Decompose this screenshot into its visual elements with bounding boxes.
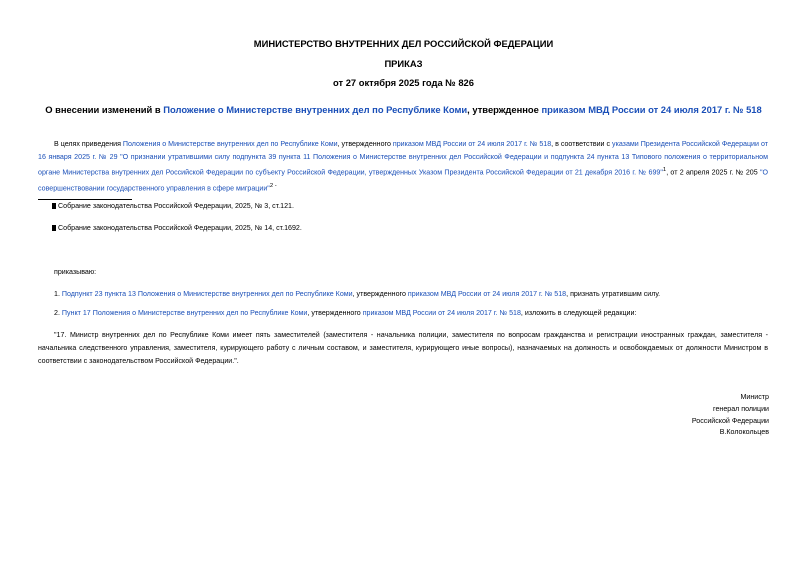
signature-country: Российской Федерации: [691, 416, 769, 425]
item-1-middle: , утвержденного: [352, 290, 408, 298]
order-item-2: [54, 309, 636, 317]
intro-text-5: , от 2 апреля 2025 г. № 205: [666, 168, 758, 177]
footnote-separator: [38, 199, 132, 200]
document-type: ПРИКАЗ: [384, 58, 423, 69]
intro-text-2: , утвержденного: [337, 140, 393, 148]
signature-name: В.Колокольцев: [719, 428, 769, 437]
document-date: от 27 октября 2025 года № 826: [333, 77, 474, 88]
signature-rank: генерал полиции: [713, 404, 769, 413]
footnote-2: [52, 224, 302, 232]
item-2-number: 2.: [54, 309, 62, 317]
footnote-marker-icon: [52, 203, 56, 209]
intro-link-regulation[interactable]: Положения о Министерстве внутренних дел по Республике Коми: [122, 140, 338, 148]
signature-position: Министр: [740, 393, 769, 401]
item-1-link-order[interactable]: приказом МВД России от 24 июля 2017 г. № 518: [407, 290, 567, 298]
intro-text-3: , в соответствии с: [551, 140, 613, 148]
signature-block: [692, 392, 769, 439]
intro-text-1: В целях приведения: [54, 140, 123, 148]
order-item-1: [54, 290, 660, 298]
ordered-line: приказываю:: [54, 268, 97, 276]
intro-link-decrees[interactable]: указами Президента Российской Федерации от 16 января 2025 г. № 29: [38, 140, 768, 162]
intro-paragraph: [38, 138, 768, 196]
subject-middle: , утвержденное: [467, 104, 542, 115]
footnote-1: [52, 202, 294, 210]
intro-link-migration[interactable]: "О совершенствовании государственного управления в сфере миграции": [38, 168, 768, 193]
footnote-1-text: Собрание законодательства Российской Федерации, 2025, № 3, ст.121.: [58, 202, 294, 210]
document-subject: [0, 104, 807, 115]
footnote-2-text: Собрание законодательства Российской Федерации, 2025, № 14, ст.1692.: [58, 224, 302, 232]
item-2-middle: , утвержденного: [307, 309, 363, 317]
footnote-ref-2[interactable]: 2 -: [269, 182, 277, 189]
subject-prefix: О внесении изменений в: [45, 104, 164, 115]
footnote-marker-icon: [52, 225, 56, 231]
subject-link-order[interactable]: приказом МВД России от 24 июля 2017 г. № 518: [541, 104, 762, 115]
item-2-end: , изложить в следующей редакции:: [520, 309, 637, 317]
item-1-end: , признать утратившим силу.: [566, 290, 661, 298]
item-1-link-subpoint[interactable]: Подпункт 23 пункта 13 Положения о Министерстве внутренних дел по Республике Коми: [61, 290, 353, 298]
item-2-link-point[interactable]: Пункт 17 Положения о Министерстве внутренних дел по Республике Коми: [61, 309, 308, 317]
item-2-link-order[interactable]: приказом МВД России от 24 июля 2017 г. № 518: [362, 309, 521, 317]
subject-link-regulation[interactable]: Положение о Министерстве внутренних дел по Республике Коми: [163, 104, 468, 115]
item-1-number: 1.: [54, 290, 62, 298]
intro-link-decree-title[interactable]: "О признании утратившими силу подпункта 39 пункта 11 Положения о Министерстве внутренних дел Российской Федерации и подпункта 24 пункта 13 Типового положения о территориальном органе Министерства внутренних дел Российской Федерации по субъекту Российской Федерации, утвержденных Указом Президента Российской Федерации от 21 декабря 2016 г. № 699": [38, 153, 768, 177]
intro-link-order[interactable]: приказом МВД России от 24 июля 2017 г. № 518: [392, 140, 552, 148]
footnote-ref-1[interactable]: 1: [662, 167, 667, 174]
ministry-title: МИНИСТЕРСТВО ВНУТРЕННИХ ДЕЛ РОССИЙСКОЙ ФЕДЕРАЦИИ: [253, 38, 554, 49]
new-wording-paragraph: "17. Министр внутренних дел по Республике Коми имеет пять заместителей (заместителя - начальника полиции, заместителя по вопросам гражданства и регистрации иностранных граждан, заместителя - начальника следственного управления, заместителя, курирующего работу с личным составом, и заместителя, курирующего иные вопросы), назначаемых на должность и освобождаемых от должности Министром в соответствии с законодательством Российской Федерации.".: [38, 331, 768, 366]
